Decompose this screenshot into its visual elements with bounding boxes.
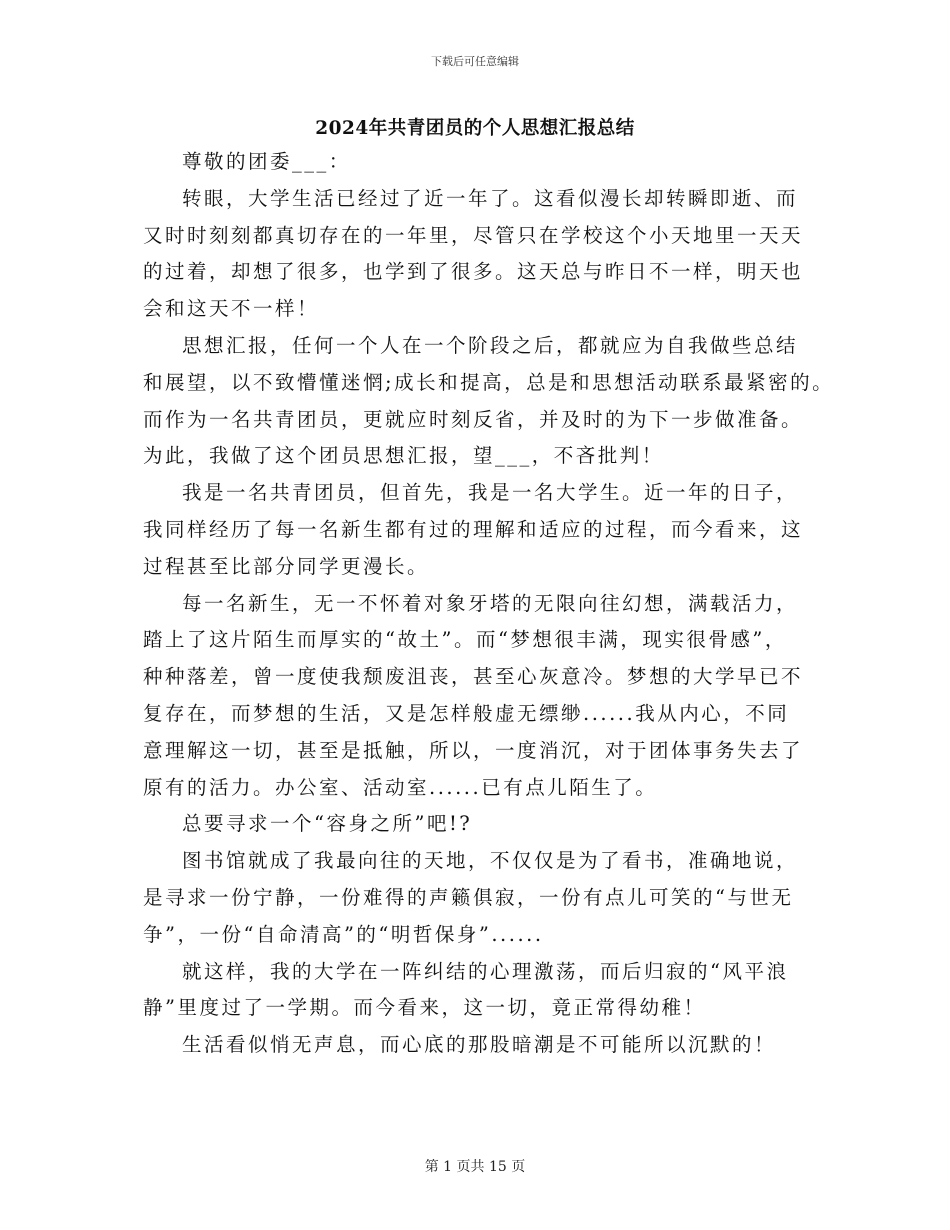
text-line: 会和这天不一样！ <box>143 297 320 321</box>
text-line: 复存在，而梦想的生活，又是怎样般虚无缥缈......我从内心，不同 <box>143 701 790 725</box>
text-line: 原有的活力。办公室、活动室......已有点儿陌生了。 <box>143 775 658 799</box>
text-line: 为此，我做了这个团员思想汇报，望___，不吝批判！ <box>143 444 664 468</box>
paragraph <box>143 806 823 843</box>
text-line: 思想汇报，任何一个人在一个阶段之后，都就应为自我做些总结 <box>182 333 799 357</box>
document-body <box>143 144 835 1064</box>
text-line: 静”里度过了一学期。而今看来，这一切，竟正常得幼稚！ <box>143 996 706 1020</box>
paragraph <box>143 328 835 475</box>
paragraph <box>143 475 823 585</box>
header-note: 下载后可任意编辑 <box>431 55 519 68</box>
text-line: 的过着，却想了很多，也学到了很多。这天总与昨日不一样，明天也 <box>143 260 804 284</box>
paragraph <box>143 586 823 807</box>
text-line: 争”，一份“自命清高”的“明哲保身”...... <box>143 922 544 946</box>
text-line: 总要寻求一个“容身之所”吧!? <box>182 812 473 836</box>
paragraph-salutation <box>143 144 823 181</box>
paragraph <box>143 954 823 1028</box>
text-line: 我同样经历了每一名新生都有过的理解和适应的过程，而今看来，这 <box>143 517 804 541</box>
document-title: 2024年共青团员的个人思想汇报总结 <box>315 118 635 139</box>
paragraph <box>143 843 823 953</box>
text-line: 我是一名共青团员，但首先，我是一名大学生。近一年的日子， <box>182 481 799 505</box>
text-line: 踏上了这片陌生而厚实的“故土”。而“梦想很丰满，现实很骨感”， <box>143 628 787 652</box>
text-line: 每一名新生，无一不怀着对象牙塔的无限向往幻想，满载活力， <box>182 591 799 615</box>
text-line: 图书馆就成了我最向往的天地，不仅仅是为了看书，准确地说， <box>182 849 799 873</box>
text-line: 生活看似悄无声息，而心底的那股暗潮是不可能所以沉默的！ <box>182 1033 777 1057</box>
text-line: 是寻求一份宁静，一份难得的声籁俱寂，一份有点儿可笑的“与世无 <box>143 885 794 909</box>
page-number: 第 1 页共 15 页 <box>424 1159 526 1175</box>
text-line: 转眼，大学生活已经过了近一年了。这看似漫长却转瞬即逝、而 <box>182 186 799 210</box>
text-line: 和展望，以不致懵懂迷惘;成长和提高，总是和思想活动联系最紧密的。 <box>143 370 835 394</box>
text-line: 尊敬的团委___： <box>182 150 351 173</box>
paragraph <box>143 181 823 328</box>
text-line: 又时时刻刻都真切存在的一年里，尽管只在学校这个小天地里一天天 <box>143 223 804 247</box>
text-line: 就这样，我的大学在一阵纠结的心理激荡，而后归寂的“风平浪 <box>182 959 789 983</box>
text-line: 种种落差，曾一度使我颓废沮丧，甚至心灰意冷。梦想的大学早已不 <box>143 665 804 689</box>
text-line: 意理解这一切，甚至是抵触，所以，一度消沉，对于团体事务失去了 <box>143 738 804 762</box>
text-line: 而作为一名共青团员，更就应时刻反省，并及时的为下一步做准备。 <box>143 407 804 431</box>
paragraph <box>143 1027 823 1064</box>
text-line: 过程甚至比部分同学更漫长。 <box>143 554 430 578</box>
